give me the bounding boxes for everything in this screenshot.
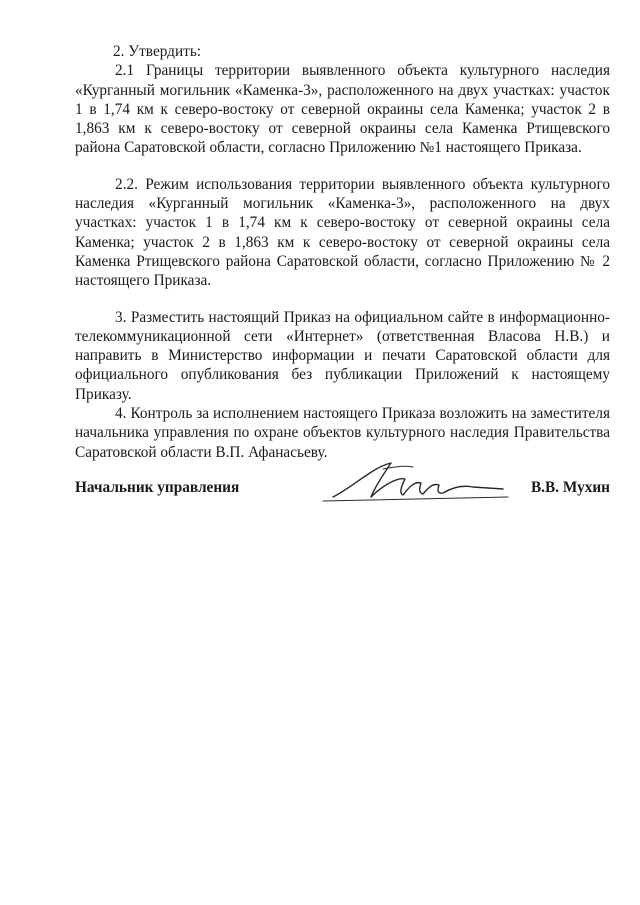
paragraph-2-2-regime: 2.2. Режим использования территории выявленного объекта культурного наследия «Курганный могильник «Каменка-3», расположенного на двух участках: участок 1 в 1,74 км к северо-востоку от северной окраины села Каменка; участок 2 в 1,863 км к северо-востоку от северной окраины села Каменка Ртищевского района Саратовской области, согласно Приложению № 2 настоящего Приказа. (75, 175, 610, 290)
handwritten-signature (313, 457, 513, 505)
paragraph-3-publish: 3. Разместить настоящий Приказ на официальном сайте в информационно-телекоммуникационной сети «Интернет» (ответственная Власова Н.В.) и направить в Министерство информации и печати Саратовской области для официального опубликования без публикации Приложений к настоящему Приказу. (75, 308, 610, 403)
signature-title: Начальник управления (75, 479, 240, 496)
signature-name: В.В. Мухин (530, 479, 610, 496)
signature-block (75, 479, 610, 519)
document-body (75, 42, 610, 462)
paragraph-approve: 2. Утвердить: (113, 43, 202, 60)
paragraph-2-1-boundaries: 2.1 Границы территории выявленного объекта культурного наследия «Курганный могильник «Каменка-3», расположенного на двух участках: участок 1 в 1,74 км к северо-востоку от северной окраины села Каменка; участок 2 в 1,863 км к северо-востоку от северной окраины села Каменка Ртищевского района Саратовской области, согласно Приложению №1 настоящего Приказа. (75, 62, 610, 157)
paragraph-gap (75, 158, 610, 175)
paragraph-gap (75, 291, 610, 308)
paragraph-4-control: 4. Контроль за исполнением настоящего Приказа возложить на заместителя начальника управления по охране объектов культурного наследия Правительства Саратовской области В.П. Афанасьеву. (75, 405, 610, 461)
